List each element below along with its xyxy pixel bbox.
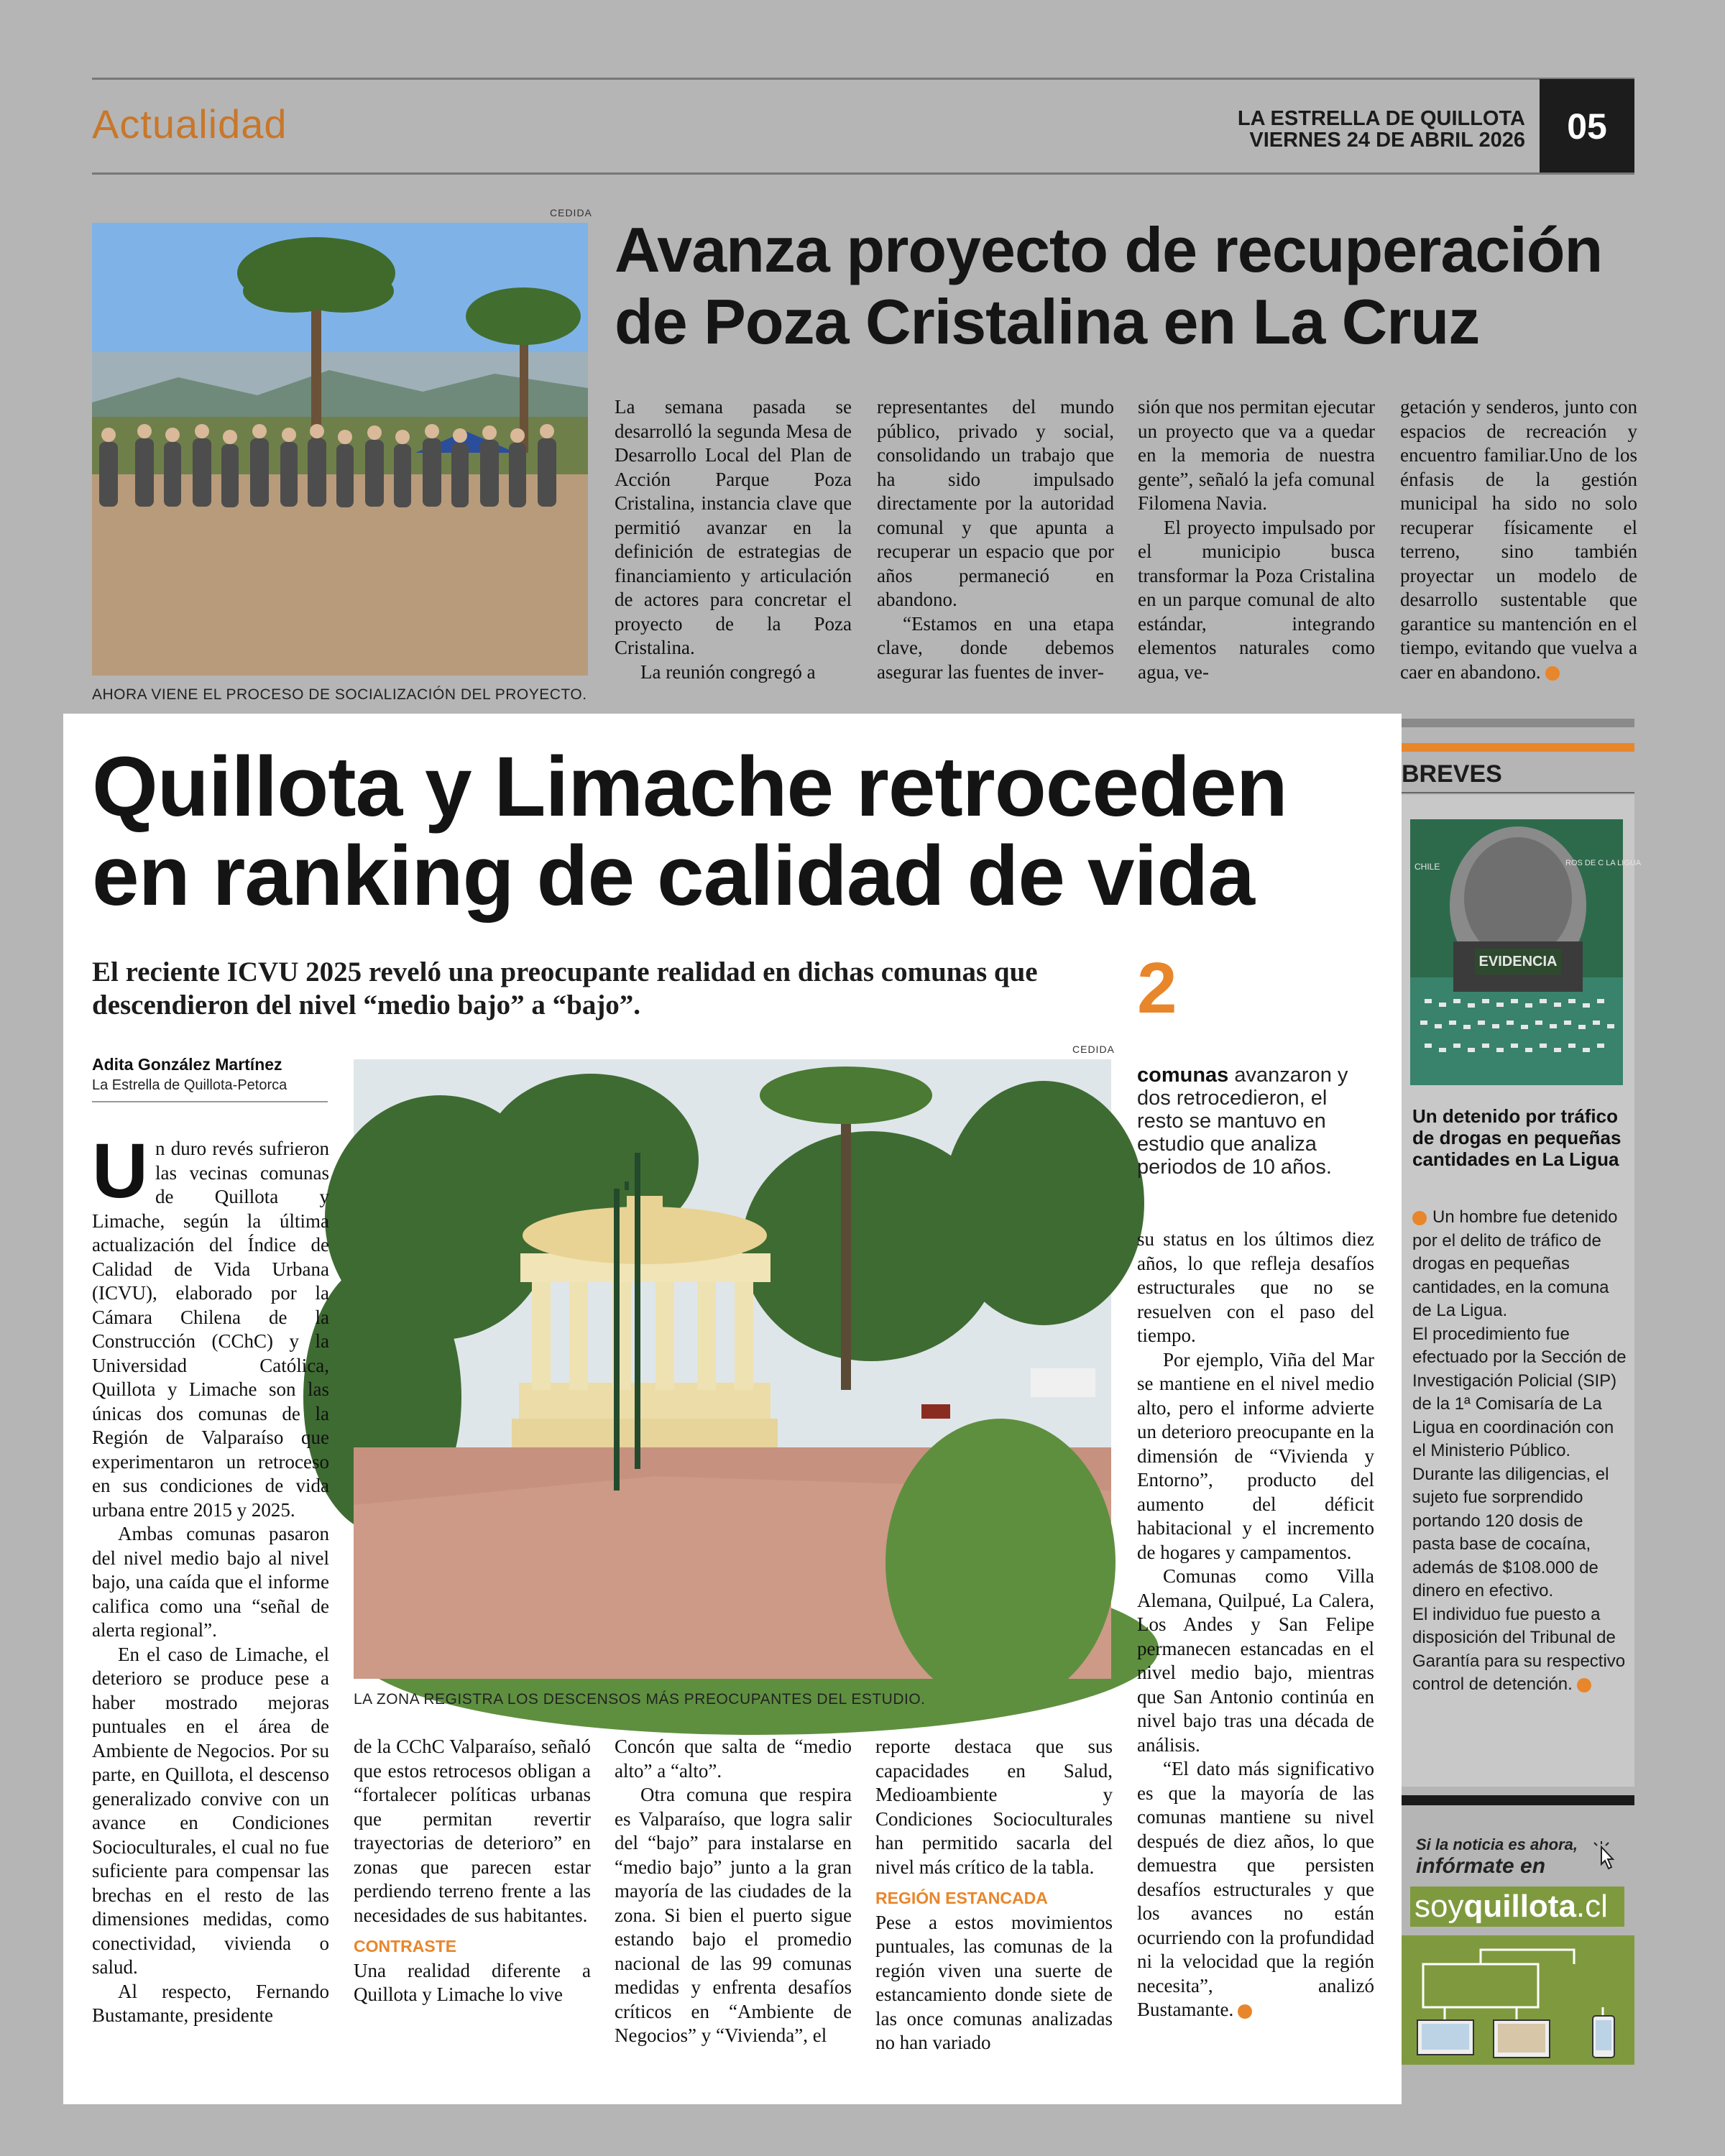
header-bottom-rule [92,172,1634,175]
site-suffix: .cl [1576,1889,1608,1924]
paper-name: LA ESTRELLA DE QUILLOTA [1237,107,1525,130]
paragraph-with-endmark [1137,1757,1374,2022]
evidence-label: EVIDENCIA [1478,954,1558,969]
paragraph: Una realidad diferente a Quillota y Limache lo vive [354,1959,591,2005]
end-of-article-icon [1238,2004,1252,2019]
site-prefix: soy [1414,1889,1464,1924]
paragraph: Ambas comunas pasaron del nivel medio bajo al nivel bajo, una caída que el informe califica como una “señal de alerta regional”. [92,1523,329,1641]
paragraph-text: Un hombre fue detenido por el delito de tráfico de drogas en pequeñas cantidades, en la comuna de La Ligua. [1412,1207,1618,1320]
paragraph: Al respecto, Fernando Bustamante, presidente [92,1980,329,2026]
main-article-column-5 [1137,1227,1374,2022]
main-article-column-2 [354,1735,591,2007]
byline [92,1055,328,1102]
top-article-photo [92,223,588,676]
top-article-column-4 [1400,395,1637,684]
top-photo-caption: AHORA VIENE EL PROCESO DE SOCIALIZACIÓN DEL PROYECTO. [92,686,587,703]
breves-photo [1410,819,1642,1085]
paragraph-with-endmark [1400,395,1637,684]
pointer-cursor-icon [1591,1843,1620,1878]
main-article-photo [354,1059,1111,1679]
breves-paragraph [1412,1206,1628,1323]
paragraph: Por ejemplo, Viña del Mar se mantiene en el nivel medio alto, pero el informe advierte un deterioro preocupante en la dimensión de “Vivienda y Entorno”, producto del aumento del déficit habitacional y el incremento de hogares y campamentos. [1137,1348,1374,1563]
fact-box [1137,1064,1374,1179]
breves-paragraph: El procedimiento fue efectuado por la Sección de Investigación Policial (SIP) de la 1ª Comisaría de La Ligua en coordinación con el Ministerio Público. [1412,1324,1627,1460]
main-article-column-1 [92,1127,329,2028]
top-article-column-1 [615,395,852,684]
paragraph: La semana pasada se desarrolló la segunda Mesa de Desarrollo Local del Plan de Acción Parque Poza Cristalina, instancia clave que permitió avanzar en la definición de estrategias de financiamiento y articulación de actores para concretar el proyecto de la Poza Cristalina. [615,396,852,658]
paragraph: su status en los últimos diez años, lo que refleja desafíos estructurales que no se resuelven con el paso del tiempo. [1137,1228,1374,1346]
main-article-column-4 [875,1735,1113,2055]
issue-date: VIERNES 24 DE ABRIL 2026 [1249,129,1525,152]
paragraph: La reunión congregó a [640,660,816,683]
main-article-deck: El reciente ICVU 2025 reveló una preocupante realidad en dichas comunas que descendieron del nivel “medio bajo” a “bajo”. [92,957,1038,1021]
promo-line2: infórmate en [1416,1854,1546,1878]
subheading-region-estancada: REGIÓN ESTANCADA [875,1889,1048,1907]
top-photo-credit: CEDIDA [550,207,592,218]
paragraph: Concón que salta de “medio alto” a “alto”. [615,1736,852,1782]
page-number: 05 [1540,79,1634,174]
photo-text-right: ROS DE C LA LIGUA [1565,859,1642,867]
main-article-column-3 [615,1735,852,2048]
paragraph: Otra comuna que respira es Valparaíso, que logra salir del “bajo” para instalarse en “medio bajo” junto a la gran mayoría de las ciudades de la zona. Si bien el puerto sigue estando bajo el promedio nacional de las 99 comunas medidas y enfrenta desafíos críticos en “Ambiente de Negocios” y “Vivienda”, el [615,1784,852,2046]
fact-bold: comunas [1137,1064,1229,1087]
photo-text-left: CHILE [1414,862,1440,872]
breves-text [1412,1206,1628,1697]
breves-headline: Un detenido por tráfico de drogas en pequeñas cantidades en La Ligua [1412,1105,1622,1170]
paragraph: Comunas como Villa Alemana, Quilpué, La Calera, Los Andes y San Felipe permanecen estancadas en el nivel medio bajo, mientras que San Antonio continúa en nivel bajo tras una década de análisis. [1137,1565,1374,1756]
subheading-contraste: CONTRASTE [354,1937,457,1955]
end-of-article-icon [1545,666,1560,681]
promo-site-link[interactable] [1410,1886,1624,1927]
paragraph: representantes del mundo público, privado y social, consolidando un trabajo que ha sido impulsado directamente por la autoridad comunal y que apunta a recuperar un espacio que por años permaneció en abandono. [877,396,1114,610]
fact-number: 2 [1137,948,1177,1028]
bullet-icon [1412,1211,1427,1225]
paragraph-text: getación y senderos, junto con espacios de recreación y encuentro familiar.Uno de los énfasis de la gestión municipal ha sido no solo recuperar físicamente el terreno, sino también proyectar un modelo de desarrollo sustentable que garantice su mantención en el tiempo, evitando que vuelva a caer en abandono. [1400,396,1637,683]
paragraph-text: El individuo fue puesto a disposición del Tribunal de Garantía para su respectivo control de detención. [1412,1604,1626,1694]
top-article-column-3 [1138,395,1375,684]
promo-devices-illustration [1402,1935,1634,2065]
section-title: Actualidad [92,101,288,147]
top-article-headline: Avanza proyecto de recuperación de Poza Cristalina en La Cruz [615,214,1603,357]
paragraph: sión que nos permitan ejecutar un proyecto que va a quedar en la memoria de nuestra gente”, señaló la jefa comunal Filomena Navia. [1138,396,1375,514]
paragraph: El proyecto impulsado por el municipio busca transformar la Poza Cristalina en un parque comunal de alto estándar, integrando elementos naturales como agua, ve- [1138,516,1375,683]
paragraph-text: n duro revés sufrieron las vecinas comunas de Quillota y Limache, según la última actualización del Índice de Calidad de Vida Urbana (ICVU), elaborado por la Cámara Chilena de la Construcción (CChC) y la Universidad Católica, Quillota y Limache son las únicas dos comunas de la Región de Valparaíso que experimentaron un retroceso en sus condiciones de vida urbana entre 2015 y 2025. [92,1138,329,1521]
breves-rule [1402,792,1634,793]
breves-bottom-rule [1402,1795,1634,1805]
promo-line1: Si la noticia es ahora, [1416,1835,1578,1853]
author-name: Adita González Martínez [92,1055,282,1074]
paragraph-text: “El dato más significativo es que la mayoría de las comunas mantiene su nivel después de diez años, lo que demuestra que persisten desafíos estructurales y que los avances no están ocurriendo con la profundidad ni la velocidad que la región necesita”, analizó Bustamante. [1137,1758,1374,2020]
paragraph: reporte destaca que sus capacidades en Salud, Medioambiente y Condiciones Socioculturales han permitido sacarla del nivel más crítico de la tabla. [875,1736,1113,1878]
paragraph: de la CChC Valparaíso, señaló que estos retrocesos obligan a “fortalecer políticas urbanas que permitan revertir trayectorias de deterioro” en zonas que parecen estar perdiendo terreno frente a las necesidades de sus habitantes. [354,1736,591,1926]
drop-cap: U [92,1127,148,1214]
paper-masthead [1238,108,1525,151]
end-of-article-icon [1577,1678,1591,1692]
paragraph: “Estamos en una etapa clave, donde debemos asegurar las fuentes de inver- [877,612,1114,683]
site-name: quillota [1463,1889,1576,1924]
breves-paragraph: Durante las diligencias, el sujeto fue sorprendido portando 120 dosis de pasta base de cocaína, además de $108.000 de dinero en efectivo. [1412,1464,1609,1600]
main-photo-credit: CEDIDA [1072,1044,1115,1055]
main-photo-caption: LA ZONA REGISTRA LOS DESCENSOS MÁS PREOCUPANTES DEL ESTUDIO. [354,1691,926,1708]
paragraph: Pese a estos movimientos puntuales, las comunas de la región viven una suerte de estancamiento donde siete de las once comunas analizadas no han variado [875,1911,1113,2053]
fact-text: avanzaron y dos retrocedieron, el resto se mantuvo en estudio que analiza periodos de 10 años. [1137,1064,1348,1179]
author-org: La Estrella de Quillota-Petorca [92,1077,288,1093]
lead-paragraph [92,1127,329,1522]
top-article-column-2 [877,395,1114,684]
breves-accent-bar [1402,743,1634,752]
paragraph: En el caso de Limache, el deterioro se produce pese a haber mostrado mejoras puntuales en el área de Ambiente de Negocios. Por su parte, en Quillota, el descenso generalizado convive con un avance en Condiciones Socioculturales, el cual no fue suficiente para compensar las brechas en el resto de las dimensiones medidas, como conectividad, vivienda o salud. [92,1643,329,1978]
breves-paragraph [1412,1603,1628,1697]
header-top-rule [92,78,1634,80]
breves-title: BREVES [1402,760,1502,788]
main-article-headline: Quillota y Limache retroceden en ranking de calidad de vida [92,740,1287,923]
